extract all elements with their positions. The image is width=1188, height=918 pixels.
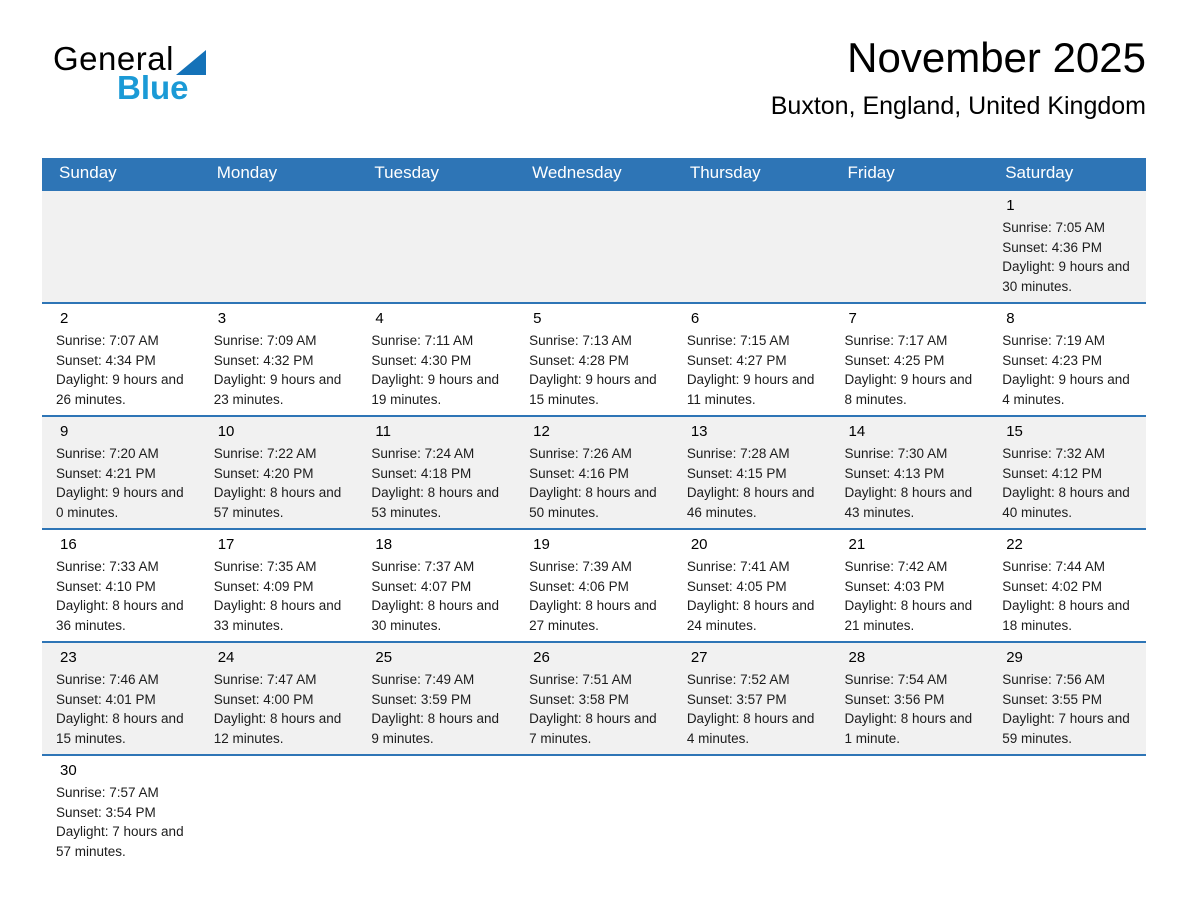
sunset-text: Sunset: 4:03 PM (844, 578, 945, 594)
daylight-text: Daylight: 9 hours and 15 minutes. (529, 372, 657, 407)
day-cell-9 (42, 416, 200, 529)
day-cell-21 (831, 529, 989, 642)
sunrise-text: Sunrise: 7:22 AM (213, 446, 317, 461)
day-number: 15 (1006, 423, 1023, 440)
sunrise-text: Sunrise: 7:44 AM (1002, 559, 1106, 574)
day-cell-28 (831, 642, 989, 755)
daylight-text: Daylight: 8 hours and 57 minutes. (213, 485, 342, 520)
day-number: 20 (690, 536, 708, 553)
sunset-text: Sunset: 4:07 PM (371, 578, 472, 594)
daylight-text: Daylight: 8 hours and 33 minutes. (213, 598, 342, 633)
sunrise-text: Sunrise: 7:24 AM (371, 446, 475, 461)
sunrise-text: Sunrise: 7:54 AM (844, 672, 948, 687)
day-number: 11 (375, 423, 391, 440)
day-number: 22 (1006, 536, 1023, 553)
daylight-text: Daylight: 8 hours and 18 minutes. (1002, 598, 1130, 633)
sunrise-text: Sunrise: 7:30 AM (844, 446, 948, 461)
sunset-text: Sunset: 4:23 PM (1002, 352, 1103, 368)
day-cell-18 (357, 529, 515, 642)
location-subtitle: Buxton, England, United Kingdom (770, 92, 1146, 121)
weekday-header-friday: Friday (831, 158, 989, 190)
daylight-text: Daylight: 8 hours and 27 minutes. (529, 598, 657, 633)
day-number: 6 (690, 310, 700, 327)
sunrise-text: Sunrise: 7:13 AM (529, 333, 632, 348)
empty-cell (515, 755, 673, 867)
daylight-text: Daylight: 8 hours and 7 minutes. (529, 711, 657, 746)
daylight-text: Daylight: 8 hours and 1 minute. (844, 711, 973, 746)
day-number: 21 (848, 536, 866, 553)
weekday-header-saturday: Saturday (988, 158, 1146, 190)
day-cell-20 (673, 529, 831, 642)
sunrise-text: Sunrise: 7:57 AM (56, 785, 159, 800)
daylight-text: Daylight: 7 hours and 59 minutes. (1002, 711, 1130, 746)
daylight-text: Daylight: 7 hours and 57 minutes. (56, 824, 184, 859)
week-row-5 (42, 642, 1146, 755)
empty-cell (42, 190, 200, 303)
daylight-text: Daylight: 8 hours and 24 minutes. (686, 598, 815, 633)
daylight-text: Daylight: 9 hours and 23 minutes. (213, 372, 342, 407)
day-number: 29 (1006, 649, 1023, 666)
day-cell-16 (42, 529, 200, 642)
day-cell-14 (831, 416, 989, 529)
empty-cell (515, 190, 673, 303)
day-cell-19 (515, 529, 673, 642)
sunset-text: Sunset: 3:58 PM (529, 691, 629, 707)
sunrise-text: Sunrise: 7:51 AM (529, 672, 632, 687)
day-cell-12 (515, 416, 673, 529)
week-row-4 (42, 529, 1146, 642)
daylight-text: Daylight: 9 hours and 26 minutes. (56, 372, 184, 407)
sunrise-text: Sunrise: 7:28 AM (686, 446, 790, 461)
daylight-text: Daylight: 9 hours and 11 minutes. (686, 372, 815, 407)
day-number: 23 (60, 649, 77, 666)
week-row-2 (42, 303, 1146, 416)
sunset-text: Sunset: 4:12 PM (1002, 465, 1103, 481)
sunset-text: Sunset: 4:18 PM (371, 465, 472, 481)
sunrise-text: Sunrise: 7:39 AM (529, 559, 632, 574)
daylight-text: Daylight: 8 hours and 50 minutes. (529, 485, 657, 520)
daylight-text: Daylight: 8 hours and 21 minutes. (844, 598, 973, 633)
day-number: 14 (848, 423, 866, 440)
sunset-text: Sunset: 4:30 PM (371, 352, 472, 368)
day-number: 1 (1006, 197, 1015, 214)
day-number: 16 (60, 536, 77, 553)
day-cell-15 (988, 416, 1146, 529)
day-cell-30 (42, 755, 200, 867)
sunrise-text: Sunrise: 7:42 AM (844, 559, 948, 574)
weekday-header-thursday: Thursday (673, 158, 831, 190)
day-cell-1 (988, 190, 1146, 303)
day-number: 2 (60, 310, 69, 327)
day-number: 24 (217, 649, 235, 666)
sunset-text: Sunset: 4:09 PM (213, 578, 314, 594)
sunrise-text: Sunrise: 7:33 AM (56, 559, 159, 574)
week-row-1 (42, 190, 1146, 303)
sunset-text: Sunset: 4:13 PM (844, 465, 945, 481)
sunrise-text: Sunrise: 7:41 AM (686, 559, 790, 574)
sunset-text: Sunset: 4:01 PM (56, 691, 156, 707)
sunset-text: Sunset: 4:27 PM (686, 352, 787, 368)
title-block (771, 34, 1146, 121)
day-cell-6 (673, 303, 831, 416)
day-cell-25 (357, 642, 515, 755)
daylight-text: Daylight: 9 hours and 19 minutes. (371, 372, 499, 407)
sunset-text: Sunset: 4:28 PM (529, 352, 629, 368)
sunrise-text: Sunrise: 7:19 AM (1002, 333, 1106, 348)
sunset-text: Sunset: 4:02 PM (1002, 578, 1103, 594)
day-cell-29 (988, 642, 1146, 755)
sunset-text: Sunset: 3:59 PM (371, 691, 472, 707)
day-cell-7 (831, 303, 989, 416)
daylight-text: Daylight: 9 hours and 0 minutes. (56, 485, 184, 520)
day-cell-23 (42, 642, 200, 755)
sunset-text: Sunset: 4:00 PM (213, 691, 314, 707)
logo-text-general: General (53, 40, 174, 77)
empty-cell (988, 755, 1146, 867)
sunset-text: Sunset: 4:32 PM (213, 352, 314, 368)
sunset-text: Sunset: 4:05 PM (686, 578, 787, 594)
day-cell-17 (200, 529, 358, 642)
sunset-text: Sunset: 4:16 PM (529, 465, 629, 481)
day-number: 9 (60, 423, 69, 440)
sunrise-text: Sunrise: 7:11 AM (371, 333, 474, 348)
weekday-header-sunday: Sunday (42, 158, 200, 190)
sunset-text: Sunset: 3:57 PM (686, 691, 787, 707)
daylight-text: Daylight: 8 hours and 9 minutes. (371, 711, 499, 746)
empty-cell (831, 755, 989, 867)
daylight-text: Daylight: 8 hours and 53 minutes. (371, 485, 499, 520)
day-number: 27 (690, 649, 708, 666)
day-cell-2 (42, 303, 200, 416)
sunrise-text: Sunrise: 7:15 AM (686, 333, 790, 348)
daylight-text: Daylight: 8 hours and 15 minutes. (56, 711, 184, 746)
day-cell-24 (200, 642, 358, 755)
day-number: 25 (375, 649, 393, 666)
day-cell-26 (515, 642, 673, 755)
day-number: 10 (217, 423, 235, 440)
sunrise-text: Sunrise: 7:26 AM (529, 446, 632, 461)
daylight-text: Daylight: 8 hours and 36 minutes. (56, 598, 184, 633)
day-number: 7 (848, 310, 857, 327)
daylight-text: Daylight: 8 hours and 40 minutes. (1002, 485, 1130, 520)
day-number: 28 (848, 649, 866, 666)
empty-cell (673, 190, 831, 303)
sunset-text: Sunset: 3:55 PM (1002, 691, 1103, 707)
day-cell-27 (673, 642, 831, 755)
day-number: 26 (533, 649, 550, 666)
day-number: 4 (375, 310, 384, 327)
sunrise-text: Sunrise: 7:35 AM (213, 559, 317, 574)
daylight-text: Daylight: 8 hours and 46 minutes. (686, 485, 815, 520)
sunrise-text: Sunrise: 7:09 AM (213, 333, 317, 348)
daylight-text: Daylight: 9 hours and 4 minutes. (1002, 372, 1130, 407)
empty-cell (200, 755, 358, 867)
page-header (0, 0, 1188, 158)
empty-cell (200, 190, 358, 303)
day-cell-22 (988, 529, 1146, 642)
sunset-text: Sunset: 4:25 PM (844, 352, 945, 368)
daylight-text: Daylight: 8 hours and 4 minutes. (686, 711, 815, 746)
day-number: 17 (217, 536, 235, 553)
sunset-text: Sunset: 4:21 PM (56, 465, 156, 481)
sunrise-text: Sunrise: 7:52 AM (686, 672, 790, 687)
day-number: 19 (533, 536, 550, 553)
sunset-text: Sunset: 3:56 PM (844, 691, 945, 707)
empty-cell (357, 190, 515, 303)
sunrise-text: Sunrise: 7:37 AM (371, 559, 475, 574)
sunrise-text: Sunrise: 7:07 AM (56, 333, 159, 348)
day-number: 12 (533, 423, 550, 440)
sunset-text: Sunset: 4:20 PM (213, 465, 314, 481)
week-row-3 (42, 416, 1146, 529)
sunrise-text: Sunrise: 7:47 AM (213, 672, 317, 687)
empty-cell (357, 755, 515, 867)
general-blue-logo (53, 34, 206, 104)
daylight-text: Daylight: 8 hours and 43 minutes. (844, 485, 973, 520)
calendar-table (42, 158, 1146, 867)
day-cell-4 (357, 303, 515, 416)
day-number: 5 (533, 310, 542, 327)
day-cell-13 (673, 416, 831, 529)
sunrise-text: Sunrise: 7:56 AM (1002, 672, 1106, 687)
day-number: 13 (690, 423, 708, 440)
day-cell-11 (357, 416, 515, 529)
weekday-header-tuesday: Tuesday (357, 158, 515, 190)
sunset-text: Sunset: 4:36 PM (1002, 239, 1103, 255)
daylight-text: Daylight: 9 hours and 30 minutes. (1002, 259, 1130, 294)
day-number: 8 (1006, 310, 1015, 327)
weekday-header-monday: Monday (200, 158, 358, 190)
day-number: 3 (217, 310, 227, 327)
day-number: 30 (60, 762, 77, 779)
empty-cell (831, 190, 989, 303)
day-cell-10 (200, 416, 358, 529)
sunset-text: Sunset: 4:06 PM (529, 578, 629, 594)
weekday-header-row (42, 158, 1146, 190)
daylight-text: Daylight: 8 hours and 30 minutes. (371, 598, 499, 633)
week-row-6 (42, 755, 1146, 867)
sunrise-text: Sunrise: 7:20 AM (56, 446, 159, 461)
daylight-text: Daylight: 8 hours and 12 minutes. (213, 711, 342, 746)
day-number: 18 (375, 536, 393, 553)
day-cell-3 (200, 303, 358, 416)
sunset-text: Sunset: 3:54 PM (56, 804, 156, 820)
sunrise-text: Sunrise: 7:17 AM (844, 333, 948, 348)
month-title: November 2025 (847, 34, 1146, 81)
sunset-text: Sunset: 4:10 PM (56, 578, 156, 594)
empty-cell (673, 755, 831, 867)
sunset-text: Sunset: 4:34 PM (56, 352, 156, 368)
sunset-text: Sunset: 4:15 PM (686, 465, 787, 481)
sunrise-text: Sunrise: 7:05 AM (1002, 220, 1106, 235)
sunrise-text: Sunrise: 7:49 AM (371, 672, 475, 687)
sunrise-text: Sunrise: 7:46 AM (56, 672, 159, 687)
day-cell-8 (988, 303, 1146, 416)
logo-text-blue: Blue (117, 69, 189, 106)
sunrise-text: Sunrise: 7:32 AM (1002, 446, 1106, 461)
weekday-header-wednesday: Wednesday (515, 158, 673, 190)
day-cell-5 (515, 303, 673, 416)
daylight-text: Daylight: 9 hours and 8 minutes. (844, 372, 973, 407)
